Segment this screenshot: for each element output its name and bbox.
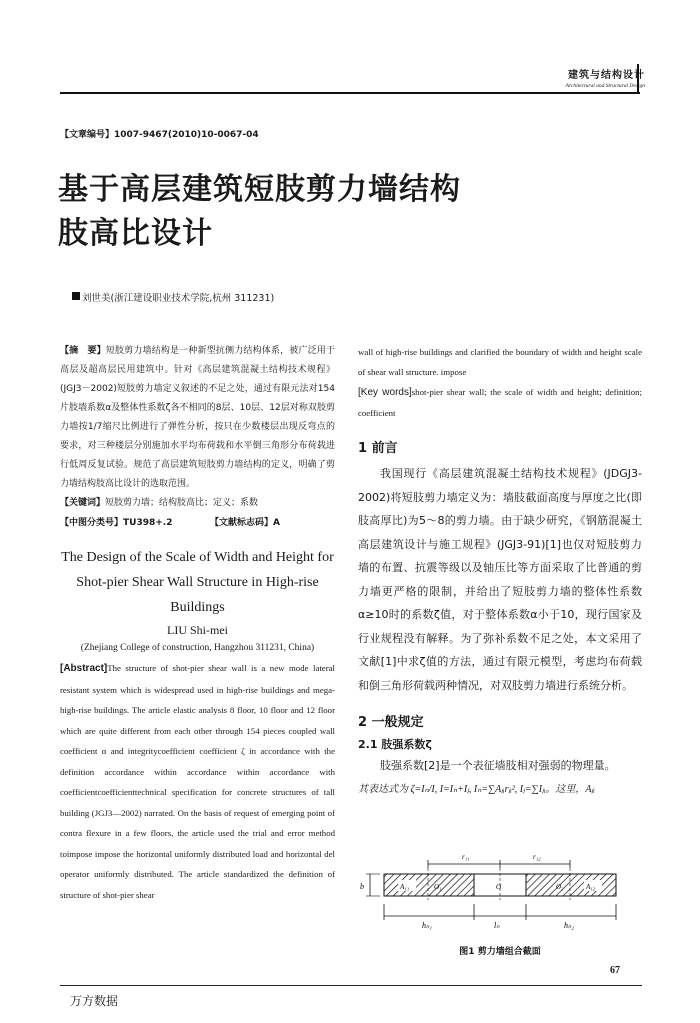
english-abstract-label: [Abstract] <box>60 663 108 674</box>
label-r-left: r₁₁ <box>462 853 470 861</box>
section-2-heading: 2 一般规定 <box>358 715 424 730</box>
abstract-zh-label: 【摘 要】 <box>60 346 106 356</box>
wall-pier-right <box>526 874 616 896</box>
author-line: 刘世美(浙江建设职业技术学院,杭州 311231) <box>82 293 275 304</box>
english-abstract-continued: wall of high-rise buildings and clarified the boundary of width and height scale of shear wall structure. impose <box>358 347 642 377</box>
journal-name-zh: 建筑与结构设计 <box>568 70 645 81</box>
section-2-1-heading: 2.1 肢强系数ζ <box>358 738 432 751</box>
english-keywords-label: [Key words] <box>358 387 412 398</box>
title-line-1: 基于高层建筑短肢剪力墙结构 <box>58 172 461 207</box>
shear-wall-section-figure <box>358 853 642 940</box>
title-line-2: 肢高比设计 <box>58 216 213 251</box>
abstract-zh-text: 短肢剪力墙结构是一种新型抗侧力结构体系，被广泛用于高层及超高层民用建筑中。针对《高层建筑混凝土结构技术规程》(JGJ3－2002)短肢剪力墙定义叙述的不足之处，通过有限元法对154片肢墙系数α及整体性系数ζ各不相同的8层、10层、12层对称双肢剪力墙按1/7缩尺比例进行了弹性分析，按只在少数楼层出现反弯点的要求，对三种楼层分别施加水平均布荷载和水平倒三角形分布荷载进行低周反复试验。规范了高层建筑短肢剪力墙结构的定义，明确了剪力墙结构肢高比设计的选取范围。 <box>60 346 335 489</box>
label-o-right: O₂ <box>556 883 564 891</box>
paper-title <box>58 168 461 256</box>
label-a-right: A₁₂ <box>586 883 596 891</box>
author-marker <box>72 292 80 300</box>
left-column <box>60 342 335 905</box>
label-o-mid: O <box>496 883 502 891</box>
header-rule <box>60 92 640 94</box>
english-keywords <box>358 382 642 423</box>
journal-header <box>566 66 645 89</box>
english-affiliation: (Zhejiang College of construction, Hangzhou 311231, China) <box>80 643 315 653</box>
label-o-left: O₁ <box>434 883 442 891</box>
english-keywords-text: shot-pier shear wall; the scale of width and height; definition; coefficient <box>358 387 642 418</box>
keywords-zh <box>60 494 335 513</box>
doc-code: 【文献标志码】A <box>210 518 280 528</box>
section-1-heading: 1 前言 <box>358 441 398 456</box>
label-h-left: hₙ₁ <box>422 921 432 930</box>
keywords-zh-label: 【关键词】 <box>60 498 106 508</box>
right-column <box>358 342 642 802</box>
english-abstract-text: The structure of shot-pier shear wall is a new mode lateral resistant system which is widespread used in high-rise buildings and mega-high-rise buildings. The article elastic analysis 8 floor, 10 floor and 12 floor which are quite different from each other through 154 pieces coupled wall coefficient α and integritycoefficient coefficient ζ in accordance with the definition accordance within accordance within accordance with coefficientcoefficienttechnical specification for concrete structures of tall building (JGJ3—2002) narrated. On the basis of request of emerging point of contra flexure in a few floors, the article used the trial and error method toimpose impose the horizontal uniformly distributed load and horizontal del operator uniformly distributed. The article standardized the definition of structure of shot-pier shear <box>60 663 335 900</box>
clc-code: 【中图分类号】TU398+.2 <box>60 518 173 528</box>
section-1-paragraph: 我国现行《高层建筑混凝土结构技术规程》(JDGJ3-2002)将短肢剪力墙定义为：墙肢截面高度与厚度之比(即肢高厚比)为5～8的剪力墙。由于缺少研究，《钢筋混凝土高层建筑设计与施工规程》(JGJ3-91)[1]也仅对短肢剪力墙的布置、抗震等级以及轴压比等方面采取了比普通的剪力墙更严格的限制，并给出了短肢剪力墙的整体性系数α≥10时的系数ζ值，对于整体系数α小于10，现行国家及行业规程没有解释。为了弥补系数不足之处，本文采用了文献[1]中求ζ值的方法，通过有限元模型，考虑均布荷载和倒三角形荷载两种情况，对双肢剪力墙进行系统分析。 <box>358 467 642 692</box>
english-abstract <box>60 658 335 905</box>
english-author: LIU Shi-mei <box>167 623 228 637</box>
english-title: The Design of the Scale of Width and Height for Shot-pier Shear Wall Structure in High-rise Buildings <box>61 550 334 615</box>
classification-row <box>60 513 335 533</box>
watermark-text: 万方数据 <box>70 994 119 1008</box>
section-2-1-paragraph: 肢强系数[2]是一个表征墙肢相对强弱的物理量。 <box>380 759 616 772</box>
footer-rule <box>60 985 642 986</box>
figure-caption: 图1 剪力墙组合截面 <box>459 947 541 957</box>
label-l: lₙ <box>494 921 500 930</box>
article-number: 【文章编号】1007-9467(2010)10-0067-04 <box>60 130 259 140</box>
label-b: b <box>360 882 364 891</box>
label-r-right: r₁₂ <box>533 853 541 861</box>
journal-name-en: Architectural and Structural Design <box>565 83 645 89</box>
formula-line: 其表达式为 ζ=Iₙ/I, I=Iₙ+Iⱼ, Iₙ=∑Aⱼᵢrⱼᵢ², Iⱼ=∑Iⱼᵢ。这里，Aⱼᵢ <box>358 783 595 795</box>
page-number: 67 <box>610 965 620 976</box>
wall-pier-left <box>384 874 474 896</box>
keywords-zh-text: 短肢剪力墙；结构肢高比；定义；系数 <box>105 498 259 508</box>
label-a-left: A₁₁ <box>400 883 410 891</box>
label-h-right: hₙ₂ <box>564 921 574 930</box>
abstract-zh <box>60 342 335 494</box>
